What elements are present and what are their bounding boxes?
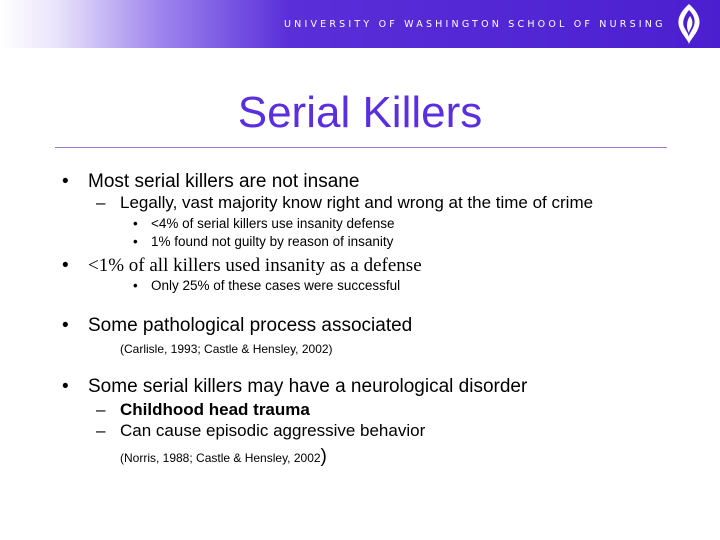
bullet-dot: • xyxy=(62,255,69,276)
bullet-1-text: Most serial killers are not insane xyxy=(88,171,360,192)
sub-bullet-3-text: Can cause episodic aggressive behavior xyxy=(120,421,426,440)
bullet-dot: • xyxy=(62,315,69,336)
sub-sub-dot: • xyxy=(133,234,138,249)
bullet-2-text: <1% of all killers used insanity as a defense xyxy=(88,255,422,276)
citation-2-close: ) xyxy=(320,446,327,467)
sub-dash: – xyxy=(96,421,106,440)
title-divider xyxy=(55,147,667,148)
bullet-1 xyxy=(62,171,69,193)
banner-text: UNIVERSITY OF WASHINGTON SCHOOL OF NURSING xyxy=(284,19,666,30)
sub-sub-dot: • xyxy=(133,278,138,293)
sub-bullet-1-text: Legally, vast majority know right and wrong at the time of crime xyxy=(120,193,594,212)
sub-dash: – xyxy=(96,193,106,212)
slide-title: Serial Killers xyxy=(237,88,483,137)
sub-bullet-2-text: Childhood head trauma xyxy=(120,400,310,419)
header-banner xyxy=(0,0,720,48)
uw-flame-logo-icon xyxy=(668,2,710,46)
citation-2 xyxy=(120,446,327,468)
sub-sub-bullet-1-text: <4% of serial killers use insanity defense xyxy=(151,216,395,231)
sub-sub-bullet-3-text: Only 25% of these cases were successful xyxy=(151,278,401,293)
citation-2-text: (Norris, 1988; Castle & Hensley, 2002 xyxy=(120,451,321,465)
bullet-dot: • xyxy=(62,171,69,192)
bullet-3-text: Some pathological process associated xyxy=(88,315,413,336)
citation-1: (Carlisle, 1993; Castle & Hensley, 2002) xyxy=(120,342,333,356)
sub-sub-bullet-2-text: 1% found not guilty by reason of insanity xyxy=(151,234,394,249)
bullet-4-text: Some serial killers may have a neurological disorder xyxy=(88,376,528,397)
sub-sub-dot: • xyxy=(133,216,138,231)
sub-dash: – xyxy=(96,400,106,419)
bullet-dot: • xyxy=(62,376,69,397)
